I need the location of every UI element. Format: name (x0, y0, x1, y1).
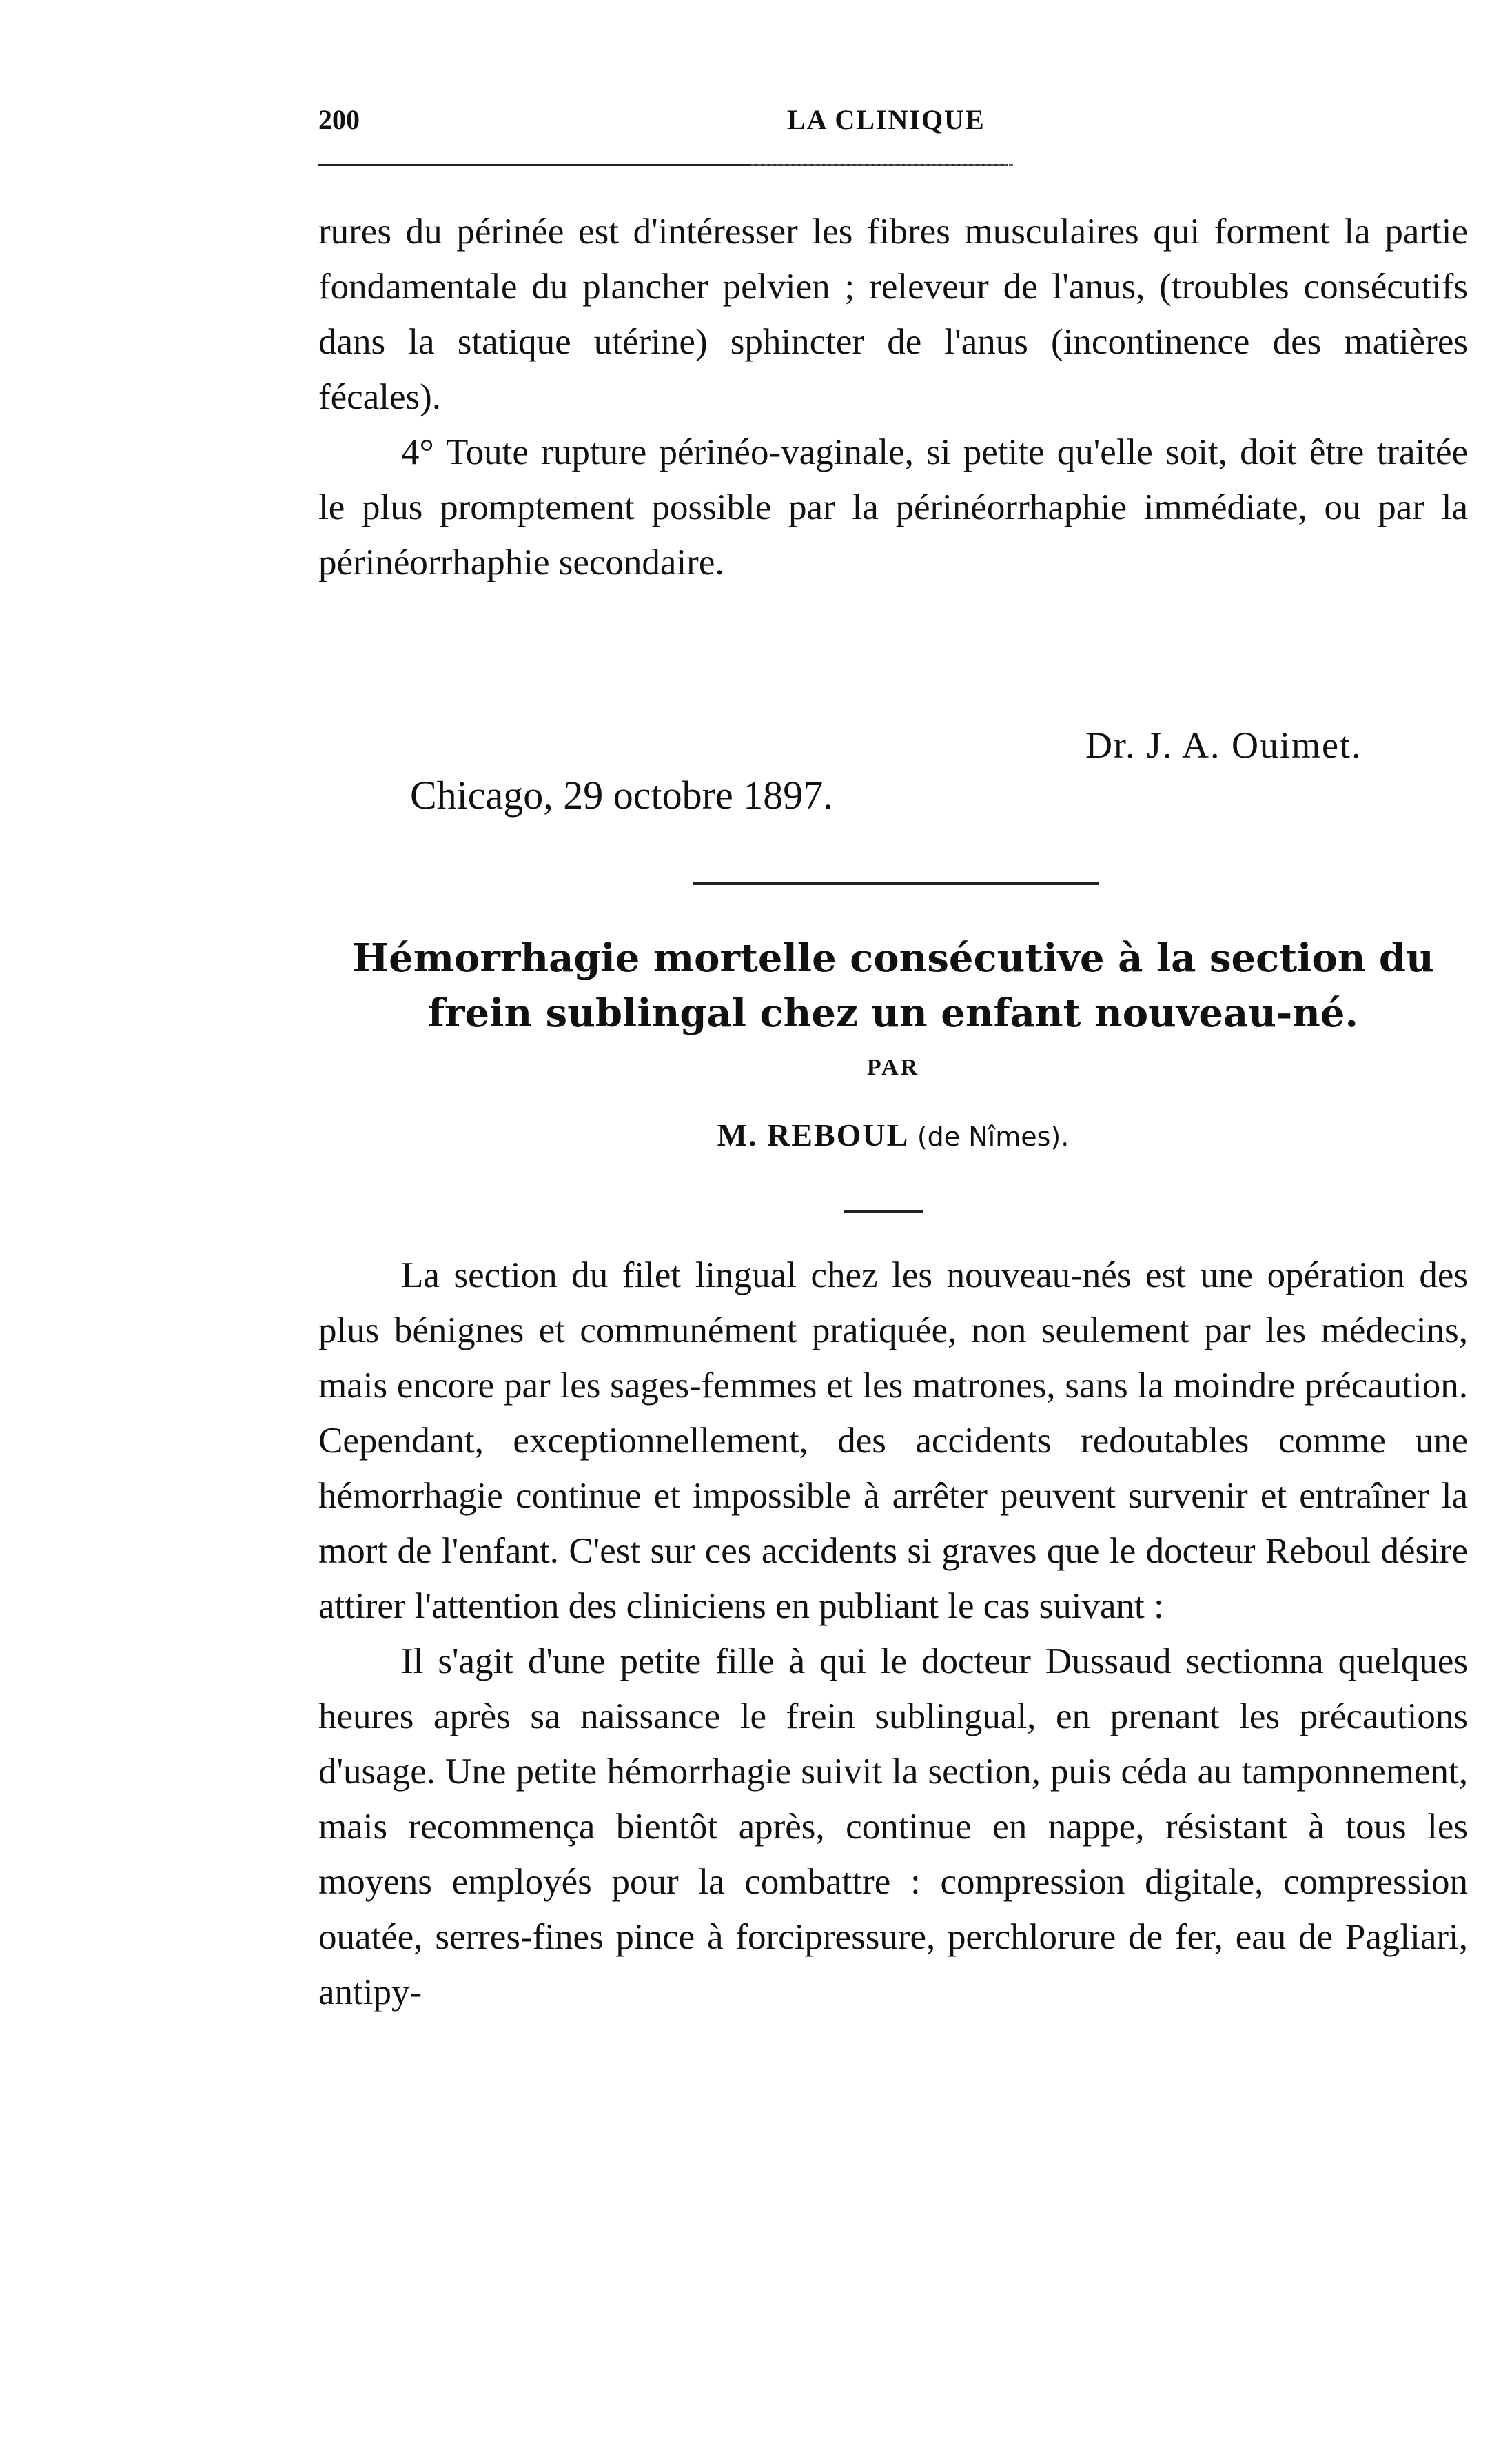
previous-paragraph: 4° Toute rupture périnéo-vaginale, si petite qu'elle soit, doit être traitée le plus promptement possible par la périnéorrhaphie immédiate, ou par la périnéorrhaphie secondaire. (318, 432, 1468, 582)
byline-label: PAR (866, 1055, 920, 1080)
section-divider (693, 882, 1099, 885)
journal-title: LA CLINIQUE (787, 104, 985, 135)
author-signature: Dr. J. A. Ouimet. (1085, 724, 1362, 766)
article-title: Hémorrhagie mortelle consécutive à la section du frein sublingal chez un enfant nouveau-né. (352, 935, 1434, 1036)
place-date: Chicago, 29 octobre 1897. (410, 773, 833, 818)
previous-paragraph: rures du périnée est d'intéresser les fibres musculaires qui forment la partie fondamentale du plancher pelvien ; releveur de l'anus, (troubles consécutifs dans la statique utérine) sphincter de l'anus (incontinence des matières fécales). (318, 212, 1468, 417)
page-number: 200 (318, 104, 360, 135)
short-divider (844, 1210, 923, 1213)
article-body (318, 1248, 1468, 2020)
previous-article-body (318, 204, 1468, 590)
author-line (318, 1117, 1468, 1153)
author-origin: (de Nîmes). (917, 1122, 1070, 1152)
header-rule-dashed (751, 164, 1013, 166)
author-name: M. REBOUL (717, 1117, 910, 1153)
article-paragraph: Il s'agit d'une petite fille à qui le docteur Dussaud sectionna quelques heures après sa naissance le frein sublingual, en prenant les précautions d'usage. Une petite hémorrhagie suivit la section, puis céda au tamponnement, mais recommença bientôt après, continue en nappe, résistant à tous les moyens employés pour la combattre : compression digitale, compression ouatée, serres-fines pince à forcipressure, perchlorure de fer, eau de Pagliari, antipy- (318, 1641, 1468, 2012)
article-paragraph: La section du filet lingual chez les nouveau-nés est une opération des plus bénignes et communément pratiquée, non seulement par les médecins, mais encore par les sages-femmes et les matrones, sans la moindre précaution. Cependant, exceptionnellement, des accidents redoutables comme une hémorrhagie continue et impossible à arrêter peuvent survenir et entraîner la mort de l'enfant. C'est sur ces accidents si graves que le docteur Reboul désire attirer l'attention des cliniciens en publiant le cas suivant : (318, 1255, 1468, 1626)
running-head (318, 103, 1490, 145)
